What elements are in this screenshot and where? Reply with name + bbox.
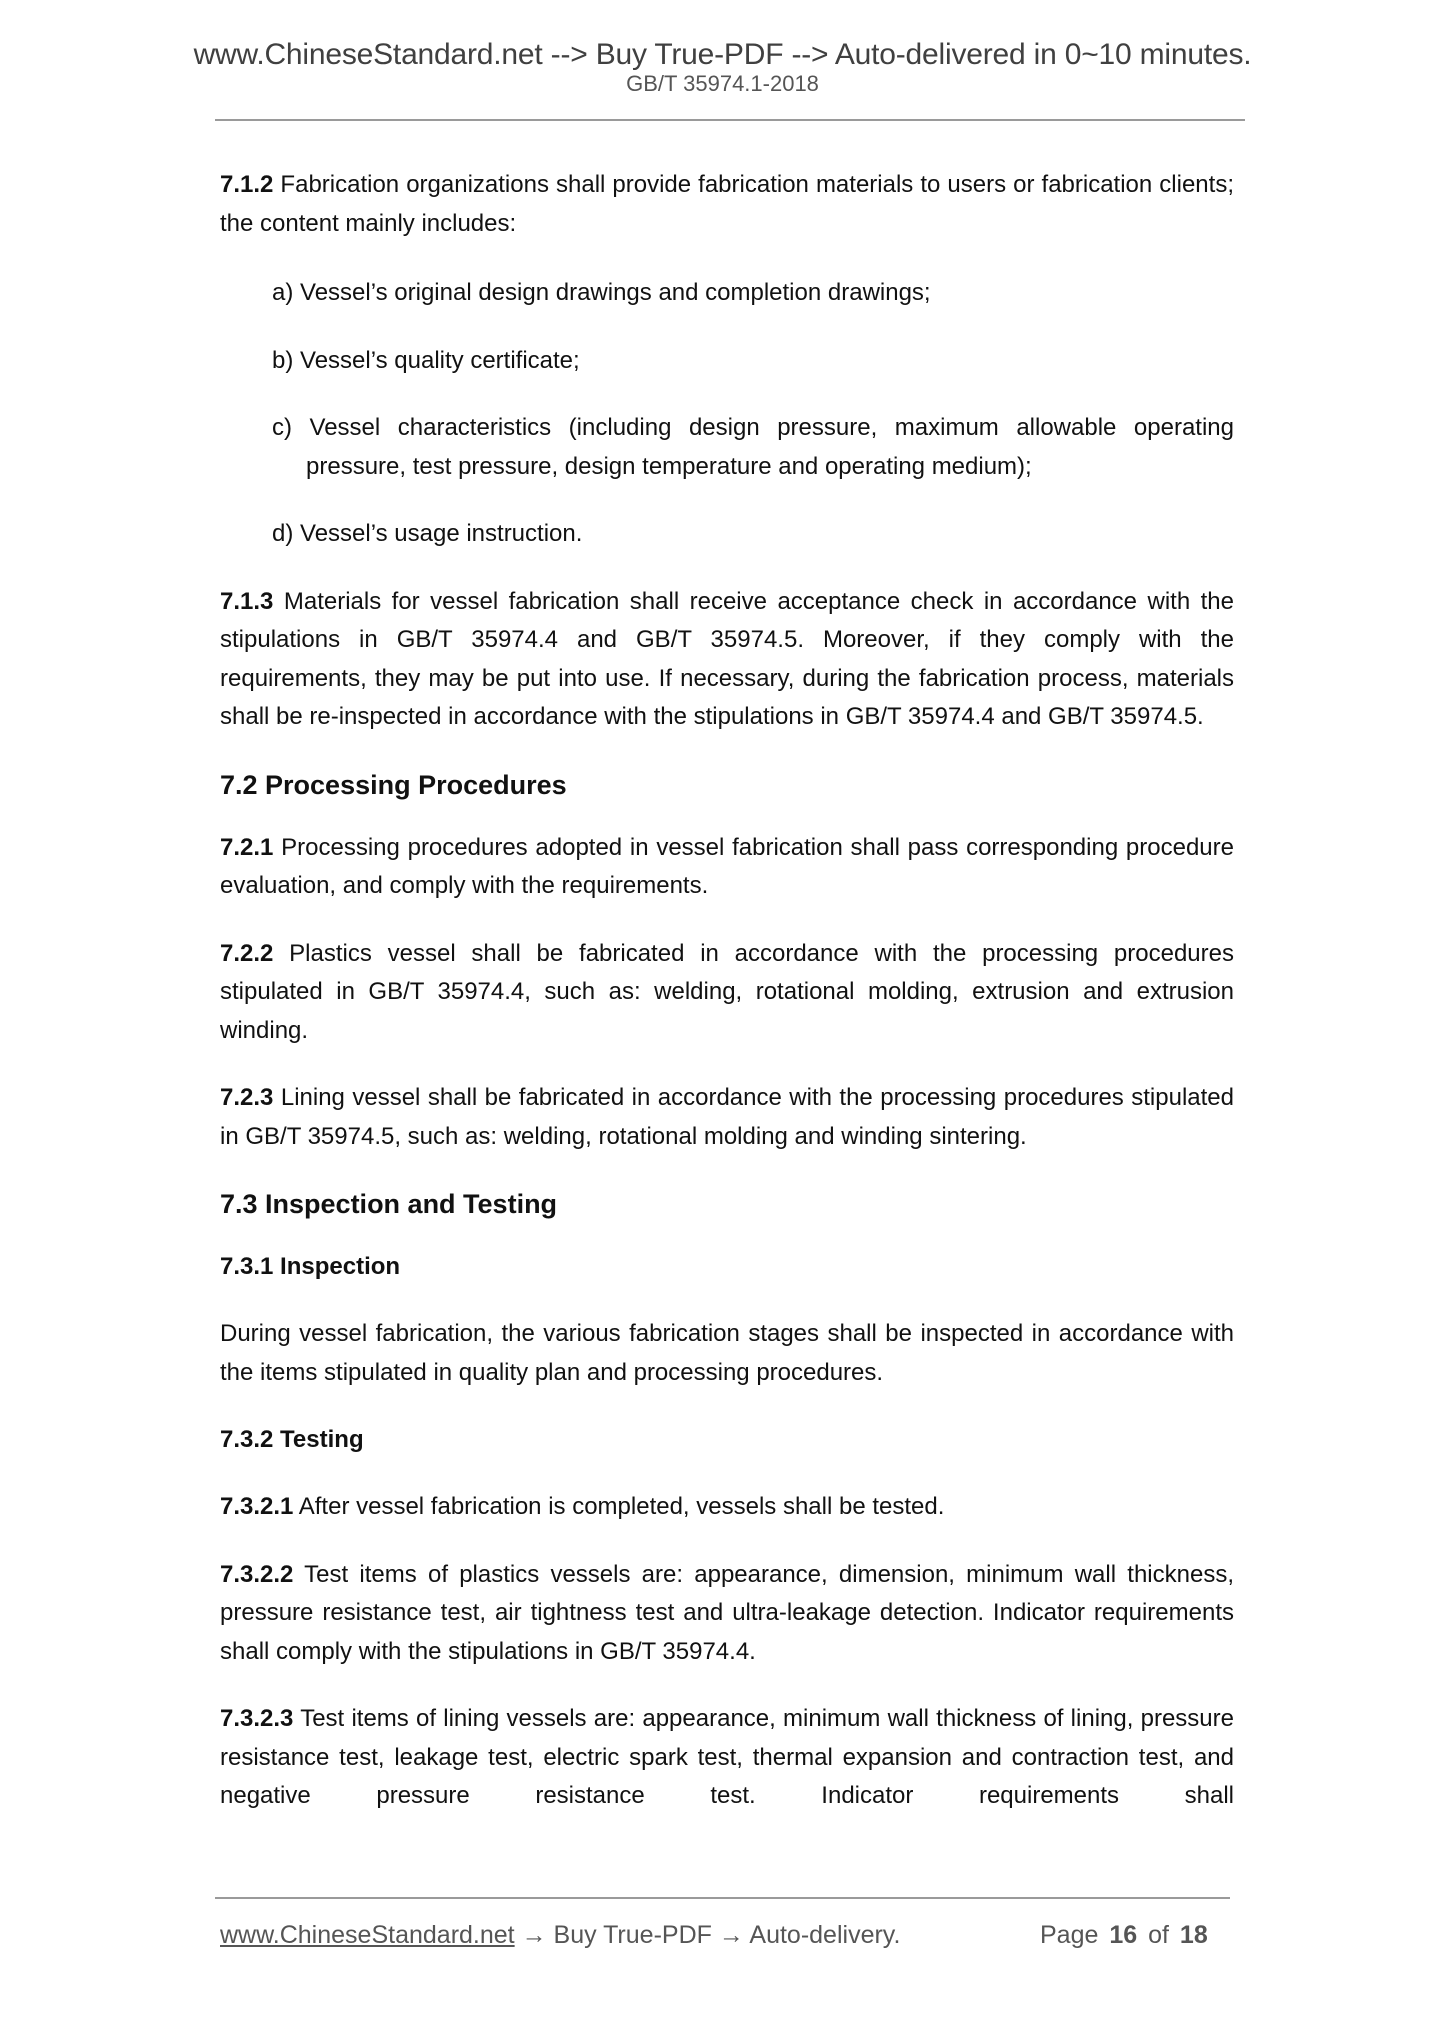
section-heading-7-2: 7.2 Processing Procedures (220, 769, 567, 800)
clause-text: Processing procedures adopted in vessel fabrication shall pass corresponding procedure evaluation, and comply with the requirements. (220, 833, 1234, 899)
footer-promo (220, 1921, 900, 1950)
clause-7-2-1 (220, 829, 1234, 906)
footer-divider (215, 1897, 1230, 1899)
clause-number: 7.1.2 (220, 171, 274, 198)
page-current: 16 (1109, 1921, 1138, 1949)
footer-promo-text: → Buy True-PDF → Auto-delivery. (514, 1921, 901, 1949)
page-label: Page (1040, 1921, 1099, 1949)
site-link[interactable]: www.ChineseStandard.net (220, 1921, 515, 1949)
clause-7-3-2-3 (220, 1700, 1234, 1816)
subsection-heading-7-3-1: 7.3.1 Inspection (220, 1253, 401, 1280)
page-indicator (1040, 1921, 1208, 1950)
clause-number: 7.1.3 (220, 587, 274, 615)
clause-number: 7.3.2.1 (220, 1493, 294, 1520)
subsection-heading-7-3-2: 7.3.2 Testing (220, 1426, 364, 1453)
clause-text: Test items of plastics vessels are: appearance, dimension, minimum wall thickness, pressure resistance test, air tightness test and ultra-leakage detection. Indicator requirements shall comply with the stipulations in GB/T 35974.4. (220, 1560, 1234, 1665)
clause-number: 7.2.1 (220, 833, 274, 861)
clause-text: Lining vessel shall be fabricated in accordance with the processing procedures stipulated in GB/T 35974.5, such as: welding, rotational molding and winding sintering. (220, 1084, 1234, 1150)
clause-7-3-1-text: During vessel fabrication, the various fabrication stages shall be inspected in accordance with the items stipulated in quality plan and processing procedures. (220, 1320, 1234, 1386)
list-item-a: a) Vessel’s original design drawings and completion drawings; (272, 279, 931, 306)
clause-7-2-2 (220, 935, 1234, 1051)
clause-7-1-2 (220, 166, 1234, 243)
section-heading-7-3: 7.3 Inspection and Testing (220, 1189, 558, 1219)
clause-number: 7.3.2.3 (220, 1705, 294, 1732)
list-item-d: d) Vessel’s usage instruction. (272, 520, 583, 547)
list-item-c: c) Vessel characteristics (including design pressure, maximum allowable operating pressure, test pressure, design temperature and operating medium); (272, 414, 1234, 480)
clause-text: Test items of lining vessels are: appearance, minimum wall thickness of lining, pressure resistance test, leakage test, electric spark test, thermal expansion and contraction test, and negative pressure resistance test. Indicator requirements shall (220, 1705, 1234, 1809)
clause-number: 7.2.3 (220, 1084, 274, 1111)
clause-text: Materials for vessel fabrication shall receive acceptance check in accordance with the stipulations in GB/T 35974.4 and GB/T 35974.5. Moreover, if they comply with the requirements, they may be put into use. If necessary, during the fabrication process, materials shall be re-inspected in accordance with the stipulations in GB/T 35974.4 and GB/T 35974.5. (220, 587, 1234, 730)
header-divider (215, 119, 1245, 121)
document-id: GB/T 35974.1-2018 (626, 71, 819, 96)
document-body (220, 166, 1234, 1845)
clause-7-1-3 (220, 583, 1234, 737)
clause-number: 7.2.2 (220, 939, 274, 967)
clause-number: 7.3.2.2 (220, 1560, 294, 1588)
promo-banner: www.ChineseStandard.net --> Buy True-PDF --> Auto-delivered in 0~10 minutes. (193, 38, 1252, 71)
clause-7-3-2-1 (220, 1488, 1234, 1527)
clause-7-3-2-2 (220, 1556, 1234, 1672)
clause-7-2-3 (220, 1079, 1234, 1156)
list-item-b: b) Vessel’s quality certificate; (272, 346, 580, 374)
clause-text: Fabrication organizations shall provide fabrication materials to users or fabrication clients; the content mainly includes: (220, 171, 1234, 237)
page-total: 18 (1179, 1921, 1208, 1949)
of-label: of (1148, 1921, 1169, 1949)
clause-text: Plastics vessel shall be fabricated in accordance with the processing procedures stipulated in GB/T 35974.4, such as: welding, rotational molding, extrusion and extrusion winding. (220, 939, 1234, 1044)
clause-text: After vessel fabrication is completed, vessels shall be tested. (293, 1493, 945, 1520)
